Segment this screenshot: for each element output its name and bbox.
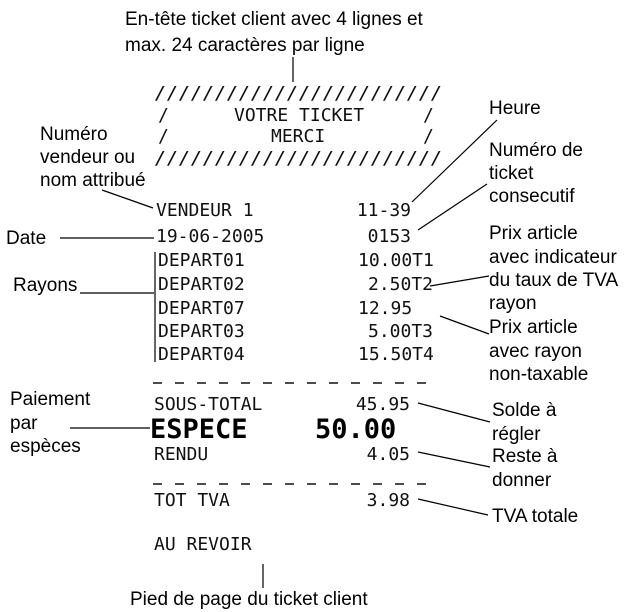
- cash-payment-line-3: espèces: [10, 436, 81, 457]
- date-annotation: Date: [6, 228, 47, 249]
- balance-due-line-2: régler: [492, 424, 541, 445]
- receipt-cash-value: 50.00: [315, 414, 397, 445]
- change-due-line-1: Reste à: [492, 446, 558, 467]
- price-nontax-line-3: non-taxable: [489, 364, 589, 385]
- item-dept: DEPART07: [158, 298, 245, 319]
- departments-annotation: Rayons: [13, 275, 78, 296]
- item-dept: DEPART02: [158, 274, 245, 295]
- receipt-vendor: VENDEUR 1: [156, 200, 254, 221]
- vendor-number-line-3: nom attribué: [40, 170, 146, 191]
- receipt-date: 19-06-2005: [156, 226, 265, 247]
- receipt-border-right-2: /: [423, 126, 434, 147]
- price-vat-pointer-line: [430, 276, 489, 286]
- total-vat-pointer-line: [418, 499, 488, 515]
- receipt-subtotal-label: SOUS-TOTAL: [154, 394, 263, 415]
- receipt-header-line-2: MERCI: [271, 126, 326, 147]
- price-vat-line-3: du taux de TVA: [489, 270, 619, 291]
- cash-payment-line-1: Paiement: [10, 389, 91, 410]
- receipt-vat-label: TOT TVA: [154, 490, 230, 511]
- vendor-number-line-2: vendeur ou: [40, 147, 136, 168]
- receipt-border-left-1: /: [158, 105, 169, 126]
- receipt-ticket-number: 0153: [367, 226, 411, 247]
- hour-annotation: Heure: [489, 98, 541, 119]
- receipt-subtotal-value: 45.95: [355, 394, 410, 415]
- vendor-pointer-line: [102, 190, 153, 208]
- receipt-change-value: 4.05: [366, 444, 410, 465]
- price-vat-line-4: rayon: [489, 293, 537, 314]
- change-due-line-2: donner: [492, 470, 552, 491]
- receipt-border-left-2: /: [158, 126, 169, 147]
- ticket-number-line-2: ticket: [489, 163, 534, 184]
- footer-info-annotation: Pied de page du ticket client: [130, 589, 368, 610]
- item-price: 10.00T1: [358, 250, 434, 271]
- price-nontax-line-1: Prix article: [489, 317, 578, 338]
- item-price: 15.50T4: [358, 344, 434, 365]
- item-dept: DEPART04: [158, 344, 245, 365]
- receipt-vat-value: 3.98: [366, 490, 410, 511]
- receipt-cash-label: ESPECE: [150, 414, 248, 445]
- price-nontax-pointer-line: [440, 316, 489, 334]
- total-vat-annotation: TVA totale: [492, 506, 579, 527]
- receipt-change-label: RENDU: [154, 444, 209, 465]
- receipt-border-bottom: ////////////////////////: [154, 148, 442, 169]
- price-vat-line-1: Prix article: [489, 223, 578, 244]
- item-dept: DEPART03: [158, 321, 245, 342]
- vendor-number-line-1: Numéro: [40, 124, 108, 145]
- receipt-border-top: ////////////////////////: [154, 83, 442, 104]
- item-price: 5.00T3: [368, 321, 434, 342]
- item-dept: DEPART01: [158, 250, 245, 271]
- header-info-line-1: En-tête ticket client avec 4 lignes et: [125, 9, 423, 30]
- ticket-number-line-3: consecutif: [489, 186, 575, 207]
- price-vat-line-2: avec indicateur: [489, 247, 617, 268]
- ticket-number-line-1: Numéro de: [489, 140, 583, 161]
- item-price: 12.95: [358, 298, 413, 319]
- receipt-time: 11-39: [356, 200, 411, 221]
- cash-payment-line-2: par: [10, 413, 38, 434]
- ticket-number-pointer-line: [418, 184, 487, 230]
- balance-due-pointer-line: [418, 403, 490, 422]
- header-info-line-2: max. 24 caractères par ligne: [125, 35, 365, 56]
- balance-due-line-1: Solde à: [492, 400, 557, 421]
- price-nontax-line-2: avec rayon: [489, 341, 582, 362]
- receipt-header-line-1: VOTRE TICKET: [234, 105, 365, 126]
- item-price: 2.50T2: [368, 274, 434, 295]
- receipt-footer-text: AU REVOIR: [154, 534, 252, 555]
- change-due-pointer-line: [418, 452, 490, 467]
- receipt-border-right-1: /: [423, 105, 434, 126]
